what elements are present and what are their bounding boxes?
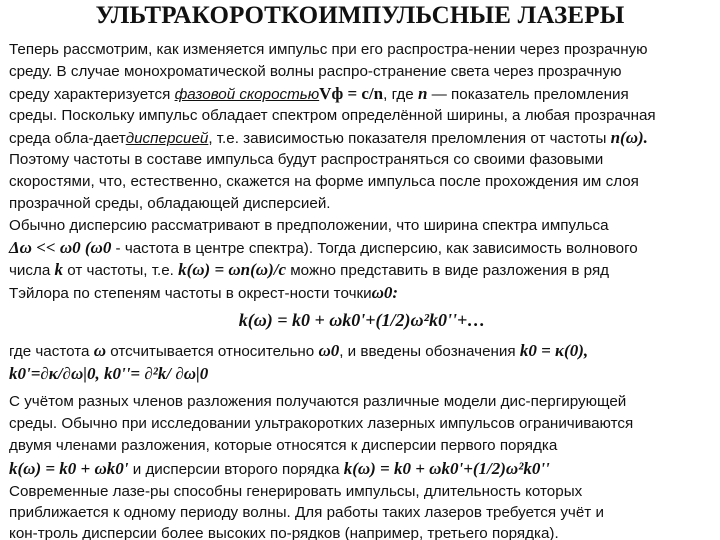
text-line	[9, 414, 715, 434]
line-text: - частота в центре спектра). Тогда дисперсию, как зависимость волнового	[111, 240, 638, 257]
line-text: Теперь рассмотрим, как изменяется импульс при его распростра-нении через прозрачную	[9, 41, 648, 58]
text-line	[9, 194, 715, 214]
line-text: отсчитывается относительно	[105, 343, 319, 360]
text-line	[9, 364, 715, 385]
phase-velocity-link[interactable]: фазовой скоростью	[174, 86, 320, 103]
text-line	[9, 84, 715, 105]
line-text: среды. Поскольку импульс обладает спектром определённой ширины, а любая прозрачная	[9, 107, 656, 124]
text-line	[9, 62, 715, 82]
line-text: Современные лазе-ры способны генерировать импульсы, длительность которых	[9, 483, 583, 500]
line-text: от частоты, т.е.	[63, 262, 179, 279]
line-text: числа	[9, 262, 55, 279]
line-text: С учётом разных членов разложения получаются различные модели дис-пергирующей	[9, 393, 627, 410]
text-line	[9, 392, 715, 412]
formula-taylor-series: k(ω) = k0 + ωk0'+(1/2)ω²k0''+…	[238, 310, 486, 330]
line-text: приближается к одному периоду волны. Для работы таких лазеров требуется учёт и	[9, 504, 604, 521]
text-line	[9, 436, 715, 456]
formula-derivatives: k0'=∂κ/∂ω|0, k0''= ∂²k/ ∂ω|0	[9, 364, 209, 383]
line-text: — показатель преломления	[427, 86, 629, 103]
slide-title: УЛЬТРАКОРОТКОИМПУЛЬСНЫЕ ЛАЗЕРЫ	[95, 2, 625, 29]
line-text: среду. В случае монохроматической волны распро-странение света через прозрачную	[9, 63, 622, 80]
line-text: можно представить в виде разложения в ряд	[286, 262, 610, 279]
line-text: Обычно дисперсию рассматривают в предположении, что ширина спектра импульса	[9, 217, 609, 234]
formula-k-omega: k(ω) = ωn(ω)/c	[178, 260, 287, 279]
text-line	[9, 503, 715, 523]
line-text: , где	[383, 86, 418, 103]
symbol-k: k	[54, 260, 64, 279]
formula-delta-omega: Δω << ω0 (ω0	[9, 238, 112, 257]
symbol-omega0: ω0	[318, 341, 340, 360]
text-line	[9, 283, 715, 304]
line-text: и дисперсии второго порядка	[128, 461, 344, 478]
text-line	[9, 150, 715, 170]
formula-first-order: k(ω) = k0 + ωk0'	[9, 459, 129, 478]
text-line	[9, 524, 715, 540]
text-line	[9, 238, 715, 259]
text-line	[9, 106, 715, 126]
text-line	[9, 172, 715, 192]
equation-taylor	[9, 310, 715, 332]
line-text: среды. Обычно при исследовании ультракоротких лазерных импульсов ограничиваются	[9, 415, 634, 432]
text-line	[9, 341, 715, 362]
dispersion-link[interactable]: дисперсией	[125, 130, 209, 147]
line-text: кон-троль дисперсии более высоких по-рядков (например, третьего порядка).	[9, 525, 559, 540]
text-line	[9, 482, 715, 502]
formula-second-order: k(ω) = k0 + ωk0'+(1/2)ω²k0''	[343, 459, 550, 478]
formula-phase-velocity: Vф = c/n	[319, 84, 384, 103]
line-text: , т.е. зависимостью показателя преломления от частоты	[208, 130, 611, 147]
text-line	[9, 40, 715, 60]
text-line	[9, 216, 715, 236]
line-text: скоростями, что, естественно, скажется на форме импульса после прохождения им слоя	[9, 173, 639, 190]
text-line	[9, 260, 715, 281]
line-text: , и введены обозначения	[339, 343, 520, 360]
line-text: среда обла-дает	[9, 130, 126, 147]
line-text: Поэтому частоты в составе импульса будут распространяться со своими фазовыми	[9, 151, 604, 168]
text-line	[9, 128, 715, 149]
formula-k0: k0 = κ(0),	[519, 341, 589, 360]
text-line	[9, 459, 715, 480]
symbol-n: n	[417, 84, 428, 103]
symbol-omega: ω	[93, 341, 106, 360]
line-text: двумя членами разложения, которые относятся к дисперсии первого порядка	[9, 437, 558, 454]
symbol-omega0: ω0:	[371, 283, 399, 302]
line-text: прозрачной среды, обладающей дисперсией.	[9, 195, 331, 212]
formula-n-omega: n(ω).	[610, 128, 648, 147]
line-text: где частота	[9, 343, 94, 360]
line-text: Тэйлора по степеням частоты в окрест-ности точки	[9, 285, 372, 302]
line-text: среду характеризуется	[9, 86, 175, 103]
